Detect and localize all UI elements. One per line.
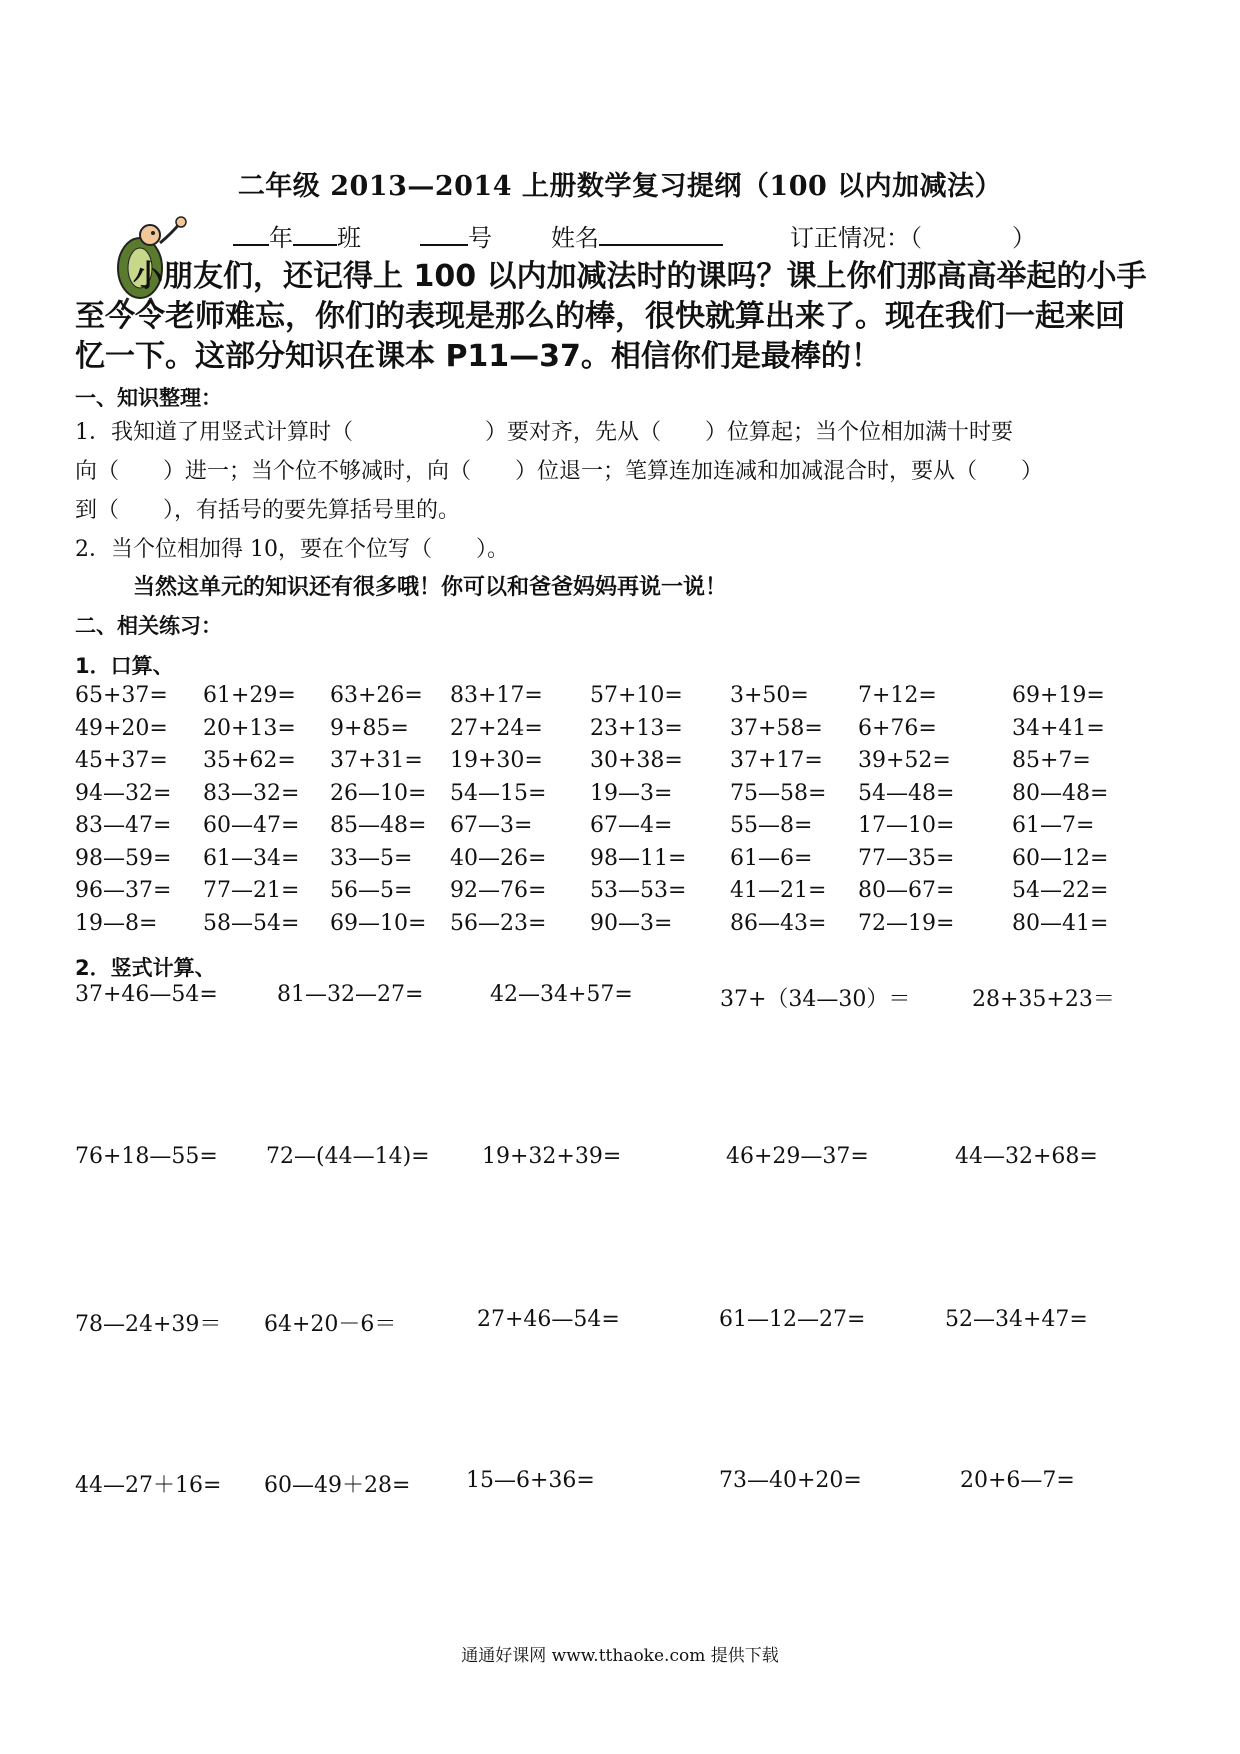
oral-problem: 6+76= (858, 715, 937, 741)
page-title: 二年级 2013—2014 上册数学复习提纲（100 以内加减法） (237, 171, 1003, 202)
oral-problem: 75—58= (730, 780, 827, 806)
oral-problem: 60—47= (203, 813, 300, 838)
oral-problem: 94—32= (75, 780, 172, 806)
oral-problem: 9+85= (330, 715, 409, 741)
oral-problem: 34+41= (1012, 715, 1105, 741)
oral-problem: 39+52= (858, 748, 951, 773)
vertical-problem: 37+（34—30）＝ (720, 987, 911, 1012)
oral-row (0, 781, 1240, 811)
knowledge-line: 1．我知道了用竖式计算时（ ）要对齐，先从（ ）位算起；当个位相加满十时要 (75, 420, 1014, 445)
vertical-problem: 73—40+20= (719, 1468, 862, 1493)
vertical-problem: 20+6—7= (960, 1468, 1075, 1493)
oral-problem: 57+10= (590, 683, 683, 708)
oral-row (0, 683, 1240, 713)
intro-paragraph (75, 257, 1175, 377)
class-blank[interactable] (293, 222, 337, 246)
footer-credit: 通通好课网 www.tthaoke.com 提供下载 (461, 1646, 779, 1666)
oral-problem: 27+24= (450, 715, 543, 741)
oral-problem: 65+37= (75, 683, 168, 708)
oral-problem: 61—6= (730, 845, 813, 871)
vertical-problem: 81—32—27= (277, 982, 424, 1007)
oral-problem: 45+37= (75, 748, 168, 773)
oral-problem: 49+20= (75, 715, 168, 741)
oral-problem: 54—22= (1012, 878, 1109, 903)
vertical-problem: 46+29—37= (726, 1144, 869, 1169)
oral-row (0, 911, 1240, 941)
oral-problem: 98—11= (590, 845, 687, 871)
vertical-problem: 42—34+57= (490, 982, 633, 1007)
vertical-problem: 76+18—55= (75, 1144, 218, 1169)
oral-problem: 61—7= (1012, 813, 1095, 838)
oral-problem: 33—5= (330, 845, 413, 871)
oral-problem: 54—15= (450, 780, 547, 806)
oral-problem: 55—8= (730, 813, 813, 838)
oral-problem: 60—12= (1012, 845, 1109, 871)
oral-problem: 56—23= (450, 910, 547, 936)
student-info-line (233, 218, 361, 253)
vertical-problem: 64+20－6＝ (264, 1312, 397, 1337)
oral-problem: 83—32= (203, 780, 300, 806)
oral-problem: 54—48= (858, 780, 955, 806)
oral-problem: 90—3= (590, 910, 673, 936)
vertical-problem: 72—(44—14)= (266, 1144, 430, 1169)
oral-problem: 58—54= (203, 910, 300, 936)
oral-problem: 77—21= (203, 878, 300, 903)
grade-blank[interactable] (233, 222, 269, 246)
class-label: 班 (337, 224, 361, 252)
oral-problem: 85—48= (330, 813, 427, 838)
encouragement-note: 当然这单元的知识还有很多哦！你可以和爸爸妈妈再说一说！ (133, 574, 728, 600)
oral-problem: 40—26= (450, 845, 547, 871)
section-heading-knowledge: 一、知识整理： (75, 386, 222, 410)
oral-row (0, 846, 1240, 876)
vertical-problem: 61—12—27= (719, 1307, 866, 1332)
oral-row (0, 813, 1240, 843)
oral-problem: 30+38= (590, 748, 683, 773)
oral-row (0, 716, 1240, 746)
knowledge-line: 2．当个位相加得 10，要在个位写（ ）。 (75, 537, 509, 562)
oral-problem: 41—21= (730, 878, 827, 903)
oral-problem: 37+58= (730, 715, 823, 741)
oral-problem: 98—59= (75, 845, 172, 871)
knowledge-line: 向（ ）进一；当个位不够减时，向（ ）位退一；笔算连加连减和加减混合时，要从（ ） (75, 459, 1044, 484)
oral-problem: 61+29= (203, 683, 296, 708)
intro-line: 至今令老师难忘，你们的表现是那么的棒，很快就算出来了。现在我们一起来回 (75, 299, 1125, 334)
vertical-problem: 19+32+39= (482, 1144, 622, 1169)
intro-line: 忆一下。这部分知识在课本 P11—37。相信你们是最棒的！ (75, 339, 881, 374)
name-field (551, 218, 723, 253)
oral-problem: 96—37= (75, 878, 172, 903)
correction-field (790, 218, 1036, 253)
oral-problem: 53—53= (590, 878, 687, 903)
oral-problem: 56—5= (330, 878, 413, 903)
oral-problem: 80—41= (1012, 910, 1109, 936)
oral-problem: 26—10= (330, 780, 427, 806)
oral-problem: 37+17= (730, 748, 823, 773)
oral-row (0, 878, 1240, 908)
oral-problem: 67—3= (450, 813, 533, 838)
oral-problem: 17—10= (858, 813, 955, 838)
oral-problem: 83+17= (450, 683, 543, 708)
oral-problem: 35+62= (203, 748, 296, 773)
oral-problem: 80—48= (1012, 780, 1109, 806)
section-heading-practice: 二、相关练习： (75, 614, 222, 638)
oral-problem: 85+7= (1012, 748, 1091, 773)
oral-problem: 37+31= (330, 748, 423, 773)
name-blank[interactable] (599, 222, 723, 246)
vertical-problem: 78—24+39＝ (75, 1312, 222, 1337)
oral-problem: 19+30= (450, 748, 543, 773)
oral-problem: 63+26= (330, 683, 423, 708)
oral-problem: 7+12= (858, 683, 937, 708)
oral-problem: 19—8= (75, 910, 158, 936)
name-label: 姓名 (551, 224, 599, 252)
oral-problem: 61—34= (203, 845, 300, 871)
vertical-problem: 44—32+68= (955, 1144, 1098, 1169)
oral-problem: 19—3= (590, 780, 673, 806)
oral-problem: 72—19= (858, 910, 955, 936)
vertical-problem: 15—6+36= (466, 1468, 595, 1493)
oral-row (0, 748, 1240, 778)
vertical-problem: 37+46—54= (75, 982, 218, 1007)
oral-problem: 69—10= (330, 910, 427, 936)
oral-problem: 80—67= (858, 878, 955, 903)
oral-problem: 3+50= (730, 683, 809, 708)
vertical-problem: 52—34+47= (945, 1307, 1088, 1332)
vertical-problem: 44—27＋16= (75, 1473, 222, 1498)
oral-problem: 77—35= (858, 845, 955, 871)
vertical-problem: 27+46—54= (477, 1307, 620, 1332)
oral-calc-heading: 1．口算、 (75, 654, 174, 678)
number-blank[interactable] (420, 222, 468, 246)
correction-label: 订正情况：（ (790, 224, 922, 252)
oral-problem: 69+19= (1012, 683, 1105, 708)
vertical-calc-heading: 2．竖式计算、 (75, 956, 216, 980)
number-label: 号 (468, 224, 492, 252)
number-field (420, 218, 492, 253)
correction-close: ） (1012, 224, 1036, 252)
knowledge-line: 到（ ），有括号的要先算括号里的。 (75, 498, 461, 523)
oral-problem: 83—47= (75, 813, 172, 838)
oral-problem: 20+13= (203, 715, 296, 741)
vertical-problem: 28+35+23＝ (972, 987, 1115, 1012)
knowledge-text (75, 413, 1043, 569)
oral-problem: 92—76= (450, 878, 547, 903)
oral-problem: 67—4= (590, 813, 673, 838)
vertical-problem: 60—49＋28= (264, 1473, 411, 1498)
intro-line: 小朋友们，还记得上 100 以内加减法时的课吗？课上你们那高高举起的小手 (133, 259, 1147, 294)
grade-label: 年 (269, 224, 293, 252)
oral-problem: 86—43= (730, 910, 827, 936)
oral-problem: 23+13= (590, 715, 683, 741)
